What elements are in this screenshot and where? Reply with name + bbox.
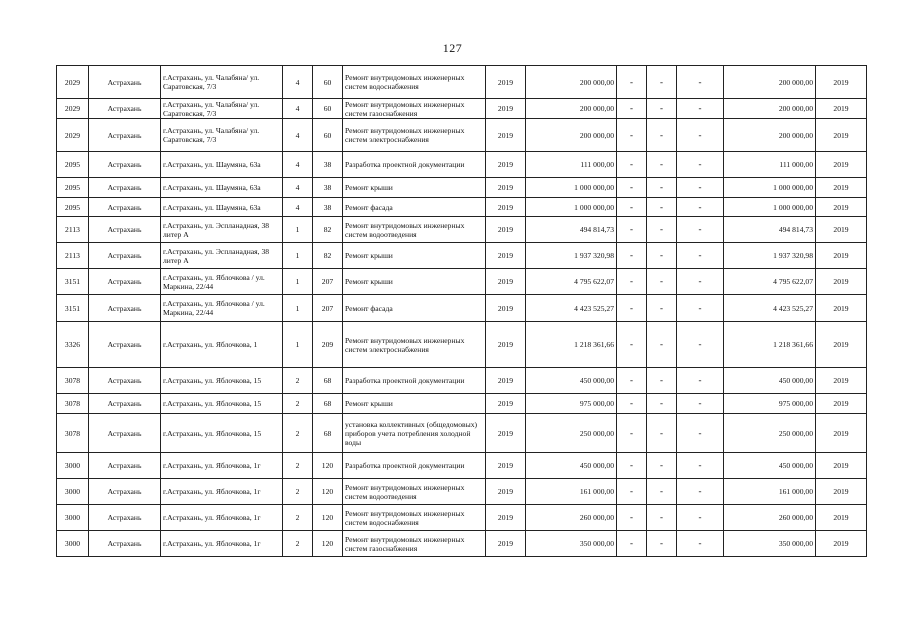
work-type-cell: установка коллективных (общедомовых) приборов учета потребления холодной воды: [343, 414, 486, 453]
work-type-cell: Ремонт внутридомовых инженерных систем водоснабжения: [343, 505, 486, 531]
address-cell: г.Астрахань, ул. Яблочкова / ул. Маркина, 22/44: [161, 269, 283, 295]
total-cost-cell: 200 000,00: [724, 119, 816, 152]
dash-cell: -: [617, 99, 647, 119]
units-cell: 68: [313, 368, 343, 394]
units-cell: 207: [313, 269, 343, 295]
completion-year-cell: 2019: [816, 394, 867, 414]
work-type-cell: Ремонт крыши: [343, 269, 486, 295]
dash-cell: -: [677, 453, 724, 479]
work-type-cell: Ремонт внутридомовых инженерных систем водоотведения: [343, 217, 486, 243]
dash-cell: -: [647, 152, 677, 178]
object-id-cell: 3151: [57, 269, 89, 295]
units-cell: 38: [313, 178, 343, 198]
units-cell: 120: [313, 531, 343, 557]
dash-cell: -: [617, 394, 647, 414]
capital-repair-table: [56, 65, 867, 557]
completion-year-cell: 2019: [816, 152, 867, 178]
table-row: [57, 119, 867, 152]
dash-cell: -: [677, 66, 724, 99]
dash-cell: -: [647, 453, 677, 479]
city-cell: Астрахань: [89, 178, 161, 198]
completion-year-cell: 2019: [816, 119, 867, 152]
dash-cell: -: [617, 217, 647, 243]
completion-year-cell: 2019: [816, 198, 867, 217]
total-cost-cell: 161 000,00: [724, 479, 816, 505]
address-cell: г.Астрахань, ул. Яблочкова / ул. Маркина, 22/44: [161, 295, 283, 322]
dash-cell: -: [647, 295, 677, 322]
object-id-cell: 2095: [57, 198, 89, 217]
object-id-cell: 2029: [57, 119, 89, 152]
address-cell: г.Астрахань, ул. Эспланадная, 38 литер А: [161, 217, 283, 243]
floors-cell: 4: [283, 66, 313, 99]
completion-year-cell: 2019: [816, 368, 867, 394]
completion-year-cell: 2019: [816, 269, 867, 295]
floors-cell: 1: [283, 295, 313, 322]
city-cell: Астрахань: [89, 394, 161, 414]
object-id-cell: 3326: [57, 322, 89, 368]
dash-cell: -: [677, 198, 724, 217]
city-cell: Астрахань: [89, 119, 161, 152]
total-cost-cell: 111 000,00: [724, 152, 816, 178]
work-type-cell: Ремонт фасада: [343, 295, 486, 322]
total-cost-cell: 260 000,00: [724, 505, 816, 531]
total-cost-cell: 200 000,00: [724, 99, 816, 119]
dash-cell: -: [647, 217, 677, 243]
dash-cell: -: [647, 66, 677, 99]
cost-cell: 350 000,00: [526, 531, 617, 557]
year-cell: 2019: [486, 414, 526, 453]
dash-cell: -: [647, 269, 677, 295]
year-cell: 2019: [486, 479, 526, 505]
cost-cell: 1 000 000,00: [526, 178, 617, 198]
table-row: [57, 505, 867, 531]
cost-cell: 4 423 525,27: [526, 295, 617, 322]
dash-cell: -: [617, 295, 647, 322]
total-cost-cell: 350 000,00: [724, 531, 816, 557]
completion-year-cell: 2019: [816, 243, 867, 269]
city-cell: Астрахань: [89, 531, 161, 557]
cost-cell: 161 000,00: [526, 479, 617, 505]
address-cell: г.Астрахань, ул. Яблочкова, 15: [161, 368, 283, 394]
units-cell: 120: [313, 479, 343, 505]
table-row: [57, 66, 867, 99]
cost-cell: 494 814,73: [526, 217, 617, 243]
dash-cell: -: [677, 178, 724, 198]
floors-cell: 4: [283, 99, 313, 119]
units-cell: 207: [313, 295, 343, 322]
dash-cell: -: [617, 368, 647, 394]
floors-cell: 1: [283, 269, 313, 295]
dash-cell: -: [617, 505, 647, 531]
dash-cell: -: [617, 453, 647, 479]
completion-year-cell: 2019: [816, 322, 867, 368]
year-cell: 2019: [486, 178, 526, 198]
floors-cell: 2: [283, 414, 313, 453]
year-cell: 2019: [486, 505, 526, 531]
object-id-cell: 3078: [57, 414, 89, 453]
dash-cell: -: [617, 152, 647, 178]
dash-cell: -: [677, 152, 724, 178]
completion-year-cell: 2019: [816, 414, 867, 453]
year-cell: 2019: [486, 243, 526, 269]
dash-cell: -: [647, 322, 677, 368]
address-cell: г.Астрахань, ул. Шаумяна, 63а: [161, 152, 283, 178]
address-cell: г.Астрахань, ул. Яблочкова, 1г: [161, 479, 283, 505]
dash-cell: -: [677, 368, 724, 394]
completion-year-cell: 2019: [816, 178, 867, 198]
object-id-cell: 3151: [57, 295, 89, 322]
dash-cell: -: [677, 414, 724, 453]
year-cell: 2019: [486, 322, 526, 368]
object-id-cell: 3000: [57, 453, 89, 479]
dash-cell: -: [677, 479, 724, 505]
address-cell: г.Астрахань, ул. Шаумяна, 63а: [161, 178, 283, 198]
floors-cell: 4: [283, 119, 313, 152]
year-cell: 2019: [486, 66, 526, 99]
dash-cell: -: [617, 178, 647, 198]
dash-cell: -: [677, 243, 724, 269]
dash-cell: -: [617, 66, 647, 99]
table-row: [57, 217, 867, 243]
total-cost-cell: 4 423 525,27: [724, 295, 816, 322]
object-id-cell: 3000: [57, 479, 89, 505]
city-cell: Астрахань: [89, 453, 161, 479]
year-cell: 2019: [486, 119, 526, 152]
dash-cell: -: [617, 479, 647, 505]
table-row: [57, 99, 867, 119]
page-number: 127: [442, 41, 463, 55]
cost-cell: 250 000,00: [526, 414, 617, 453]
cost-cell: 1 218 361,66: [526, 322, 617, 368]
floors-cell: 1: [283, 243, 313, 269]
cost-cell: 1 937 320,98: [526, 243, 617, 269]
units-cell: 68: [313, 394, 343, 414]
completion-year-cell: 2019: [816, 453, 867, 479]
table-row: [57, 243, 867, 269]
dash-cell: -: [677, 394, 724, 414]
city-cell: Астрахань: [89, 217, 161, 243]
total-cost-cell: 975 000,00: [724, 394, 816, 414]
dash-cell: -: [647, 479, 677, 505]
dash-cell: -: [647, 531, 677, 557]
dash-cell: -: [647, 368, 677, 394]
completion-year-cell: 2019: [816, 479, 867, 505]
year-cell: 2019: [486, 368, 526, 394]
completion-year-cell: 2019: [816, 505, 867, 531]
dash-cell: -: [647, 505, 677, 531]
floors-cell: 4: [283, 152, 313, 178]
completion-year-cell: 2019: [816, 531, 867, 557]
cost-cell: 111 000,00: [526, 152, 617, 178]
units-cell: 68: [313, 414, 343, 453]
cost-cell: 450 000,00: [526, 368, 617, 394]
dash-cell: -: [617, 531, 647, 557]
year-cell: 2019: [486, 217, 526, 243]
cost-cell: 450 000,00: [526, 453, 617, 479]
total-cost-cell: 4 795 622,07: [724, 269, 816, 295]
table-row: [57, 453, 867, 479]
completion-year-cell: 2019: [816, 66, 867, 99]
city-cell: Астрахань: [89, 99, 161, 119]
floors-cell: 2: [283, 505, 313, 531]
year-cell: 2019: [486, 453, 526, 479]
address-cell: г.Астрахань, ул. Чалабяна/ ул. Саратовская, 7/3: [161, 119, 283, 152]
cost-cell: 1 000 000,00: [526, 198, 617, 217]
dash-cell: -: [677, 295, 724, 322]
table-row: [57, 368, 867, 394]
year-cell: 2019: [486, 394, 526, 414]
address-cell: г.Астрахань, ул. Яблочкова, 1г: [161, 531, 283, 557]
total-cost-cell: 1 937 320,98: [724, 243, 816, 269]
completion-year-cell: 2019: [816, 99, 867, 119]
units-cell: 60: [313, 119, 343, 152]
total-cost-cell: 1 000 000,00: [724, 178, 816, 198]
city-cell: Астрахань: [89, 505, 161, 531]
cost-cell: 200 000,00: [526, 119, 617, 152]
floors-cell: 2: [283, 479, 313, 505]
table-row: [57, 152, 867, 178]
work-type-cell: Ремонт внутридомовых инженерных систем электроснабжения: [343, 119, 486, 152]
year-cell: 2019: [486, 269, 526, 295]
work-type-cell: Ремонт внутридомовых инженерных систем электроснабжения: [343, 322, 486, 368]
cost-cell: 260 000,00: [526, 505, 617, 531]
units-cell: 209: [313, 322, 343, 368]
table-row: [57, 322, 867, 368]
work-type-cell: Ремонт крыши: [343, 243, 486, 269]
completion-year-cell: 2019: [816, 295, 867, 322]
object-id-cell: 2029: [57, 99, 89, 119]
dash-cell: -: [647, 394, 677, 414]
dash-cell: -: [617, 322, 647, 368]
units-cell: 82: [313, 243, 343, 269]
work-type-cell: Разработка проектной документации: [343, 368, 486, 394]
dash-cell: -: [617, 243, 647, 269]
address-cell: г.Астрахань, ул. Яблочкова, 15: [161, 414, 283, 453]
units-cell: 120: [313, 505, 343, 531]
city-cell: Астрахань: [89, 414, 161, 453]
dash-cell: -: [677, 119, 724, 152]
table-row: [57, 414, 867, 453]
table-row: [57, 269, 867, 295]
table-row: [57, 531, 867, 557]
object-id-cell: 2113: [57, 217, 89, 243]
dash-cell: -: [647, 414, 677, 453]
floors-cell: 4: [283, 198, 313, 217]
floors-cell: 2: [283, 394, 313, 414]
dash-cell: -: [617, 414, 647, 453]
address-cell: г.Астрахань, ул. Яблочкова, 1г: [161, 453, 283, 479]
table-row: [57, 178, 867, 198]
total-cost-cell: 250 000,00: [724, 414, 816, 453]
total-cost-cell: 1 000 000,00: [724, 198, 816, 217]
address-cell: г.Астрахань, ул. Яблочкова, 1г: [161, 505, 283, 531]
object-id-cell: 2095: [57, 178, 89, 198]
year-cell: 2019: [486, 531, 526, 557]
work-type-cell: Разработка проектной документации: [343, 453, 486, 479]
dash-cell: -: [647, 178, 677, 198]
city-cell: Астрахань: [89, 152, 161, 178]
city-cell: Астрахань: [89, 243, 161, 269]
dash-cell: -: [677, 217, 724, 243]
work-type-cell: Ремонт внутридомовых инженерных систем газоснабжения: [343, 99, 486, 119]
object-id-cell: 3078: [57, 368, 89, 394]
city-cell: Астрахань: [89, 368, 161, 394]
city-cell: Астрахань: [89, 322, 161, 368]
year-cell: 2019: [486, 152, 526, 178]
city-cell: Астрахань: [89, 66, 161, 99]
work-type-cell: Ремонт крыши: [343, 178, 486, 198]
city-cell: Астрахань: [89, 479, 161, 505]
floors-cell: 4: [283, 178, 313, 198]
units-cell: 60: [313, 66, 343, 99]
address-cell: г.Астрахань, ул. Эспланадная, 38 литер А: [161, 243, 283, 269]
dash-cell: -: [617, 119, 647, 152]
cost-cell: 200 000,00: [526, 66, 617, 99]
units-cell: 38: [313, 198, 343, 217]
total-cost-cell: 200 000,00: [724, 66, 816, 99]
dash-cell: -: [647, 119, 677, 152]
floors-cell: 2: [283, 453, 313, 479]
floors-cell: 1: [283, 322, 313, 368]
dash-cell: -: [647, 198, 677, 217]
units-cell: 60: [313, 99, 343, 119]
object-id-cell: 2113: [57, 243, 89, 269]
table-row: [57, 479, 867, 505]
dash-cell: -: [677, 531, 724, 557]
work-type-cell: Ремонт внутридомовых инженерных систем водоотведения: [343, 479, 486, 505]
units-cell: 82: [313, 217, 343, 243]
dash-cell: -: [677, 505, 724, 531]
cost-cell: 4 795 622,07: [526, 269, 617, 295]
units-cell: 120: [313, 453, 343, 479]
address-cell: г.Астрахань, ул. Яблочкова, 1: [161, 322, 283, 368]
cost-cell: 200 000,00: [526, 99, 617, 119]
total-cost-cell: 1 218 361,66: [724, 322, 816, 368]
work-type-cell: Ремонт внутридомовых инженерных систем газоснабжения: [343, 531, 486, 557]
work-type-cell: Ремонт внутридомовых инженерных систем водоснабжения: [343, 66, 486, 99]
dash-cell: -: [677, 99, 724, 119]
total-cost-cell: 450 000,00: [724, 453, 816, 479]
dash-cell: -: [647, 99, 677, 119]
object-id-cell: 3000: [57, 531, 89, 557]
dash-cell: -: [677, 322, 724, 368]
address-cell: г.Астрахань, ул. Чалабяна/ ул. Саратовская, 7/3: [161, 66, 283, 99]
units-cell: 38: [313, 152, 343, 178]
city-cell: Астрахань: [89, 198, 161, 217]
dash-cell: -: [617, 198, 647, 217]
floors-cell: 1: [283, 217, 313, 243]
year-cell: 2019: [486, 99, 526, 119]
object-id-cell: 2029: [57, 66, 89, 99]
year-cell: 2019: [486, 295, 526, 322]
completion-year-cell: 2019: [816, 217, 867, 243]
floors-cell: 2: [283, 368, 313, 394]
work-type-cell: Ремонт крыши: [343, 394, 486, 414]
object-id-cell: 2095: [57, 152, 89, 178]
table-row: [57, 198, 867, 217]
object-id-cell: 3078: [57, 394, 89, 414]
object-id-cell: 3000: [57, 505, 89, 531]
city-cell: Астрахань: [89, 295, 161, 322]
total-cost-cell: 450 000,00: [724, 368, 816, 394]
work-type-cell: Ремонт фасада: [343, 198, 486, 217]
address-cell: г.Астрахань, ул. Яблочкова, 15: [161, 394, 283, 414]
dash-cell: -: [677, 269, 724, 295]
year-cell: 2019: [486, 198, 526, 217]
dash-cell: -: [647, 243, 677, 269]
table-row: [57, 295, 867, 322]
total-cost-cell: 494 814,73: [724, 217, 816, 243]
table-row: [57, 394, 867, 414]
table-body: [57, 66, 867, 557]
work-type-cell: Разработка проектной документации: [343, 152, 486, 178]
cost-cell: 975 000,00: [526, 394, 617, 414]
city-cell: Астрахань: [89, 269, 161, 295]
dash-cell: -: [617, 269, 647, 295]
floors-cell: 2: [283, 531, 313, 557]
address-cell: г.Астрахань, ул. Чалабяна/ ул. Саратовская, 7/3: [161, 99, 283, 119]
address-cell: г.Астрахань, ул. Шаумяна, 63а: [161, 198, 283, 217]
